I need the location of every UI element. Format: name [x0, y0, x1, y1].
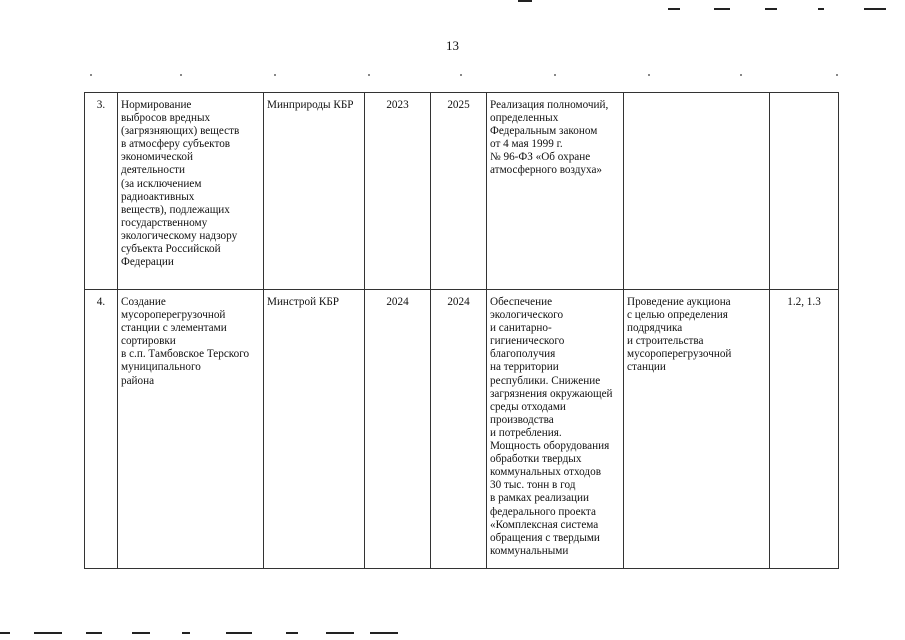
row-number-cell: 3.	[85, 93, 118, 290]
start-year-cell: 2024	[365, 290, 431, 569]
expected-result-cell: Обеспечение экологического и санитарно- гигиенического благополучия на территории республики. Снижение загрязнения окружающей среды отходами производства и потребления. Мощность оборудования обработки твердых коммунальных отходов 30 тыс. тонн в год в рамках реализации федерального проекта «Комплексная система обращения с твердыми коммунальными	[487, 290, 624, 569]
page-number: 13	[446, 38, 459, 53]
indicator-link-cell: 1.2, 1.3	[770, 290, 839, 569]
measures-table	[84, 92, 839, 569]
start-year-cell: 2023	[365, 93, 431, 290]
scan-artifact-dots	[88, 74, 840, 76]
event-name-cell: Создание мусороперегрузочной станции с элементами сортировки в с.п. Тамбовское Терского муниципального района	[118, 290, 264, 569]
expected-result-cell: Реализация полномочий, определенных Федеральным законом от 4 мая 1999 г. № 96-ФЗ «Об охране атмосферного воздуха»	[487, 93, 624, 290]
executor-cell: Минприроды КБР	[264, 93, 365, 290]
executor-cell: Минстрой КБР	[264, 290, 365, 569]
indicator-link-cell	[770, 93, 839, 290]
table-row	[85, 93, 839, 290]
content-cell	[624, 93, 770, 290]
event-name-cell: Нормирование выбросов вредных (загрязняющих) веществ в атмосферу субъектов экономической деятельности (за исключением радиоактивных веществ), подлежащих государственному экологическому надзору субъекта Российской Федерации	[118, 93, 264, 290]
end-year-cell: 2024	[431, 290, 487, 569]
end-year-cell: 2025	[431, 93, 487, 290]
table-row	[85, 290, 839, 569]
row-number-cell: 4.	[85, 290, 118, 569]
content-cell: Проведение аукциона с целью определения подрядчика и строительства мусороперегрузочной станции	[624, 290, 770, 569]
